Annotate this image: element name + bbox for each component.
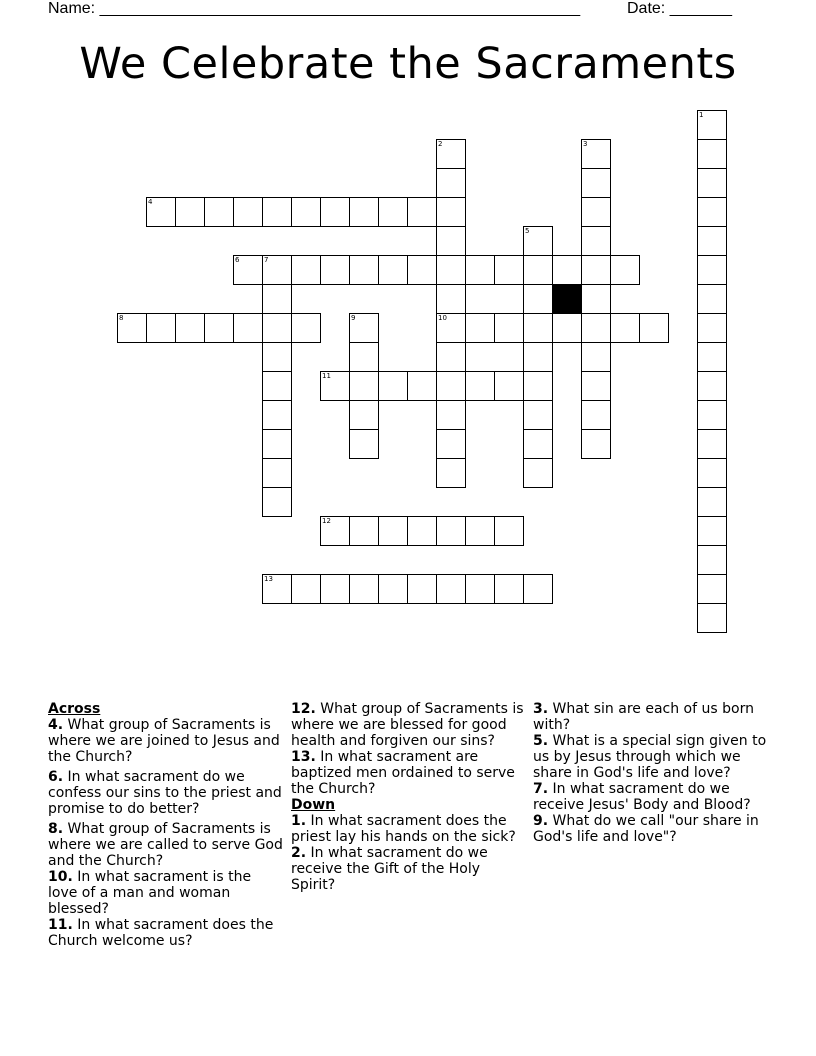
grid-cell[interactable] [320,255,350,285]
grid-cell[interactable] [697,226,727,256]
clue-text: What group of Sacraments is where we are called to serve God and the Church? [48,821,283,869]
grid-cell[interactable] [378,574,408,604]
grid-cell[interactable] [465,313,495,343]
grid-cell[interactable] [697,168,727,198]
grid-cell-number: 3 [583,140,588,148]
grid-cell[interactable] [204,197,234,227]
clue-number: 1. [291,813,307,829]
grid-cell[interactable] [378,516,408,546]
clue-text: What group of Sacraments is where we are joined to Jesus and the Church? [48,717,280,765]
grid-cell[interactable] [407,574,437,604]
grid-cell[interactable] [523,400,553,430]
grid-cell[interactable] [494,255,524,285]
clue-text: In what sacrament do we confess our sins to the priest and promise to do better? [48,769,282,817]
grid-cell[interactable] [349,371,379,401]
clue-number: 11. [48,917,73,933]
clue-number: 4. [48,717,64,733]
grid-cell[interactable] [697,313,727,343]
grid-cell[interactable] [291,255,321,285]
grid-cell[interactable] [697,284,727,314]
grid-cell[interactable] [697,603,727,633]
grid-cell[interactable] [697,458,727,488]
clue-number: 9. [533,813,549,829]
grid-cell[interactable] [349,342,379,372]
grid-cell[interactable] [262,487,292,517]
grid-cell[interactable] [262,342,292,372]
grid-cell[interactable] [175,313,205,343]
grid-cell[interactable] [465,371,495,401]
grid-cell[interactable] [523,284,553,314]
grid-cell[interactable] [581,255,611,285]
grid-cell[interactable] [233,197,263,227]
clue-down-7 [533,781,769,813]
clue-number: 2. [291,845,307,861]
grid-cell[interactable] [552,313,582,343]
grid-cell[interactable] [291,313,321,343]
grid-cell-number: 1 [699,111,704,119]
grid-cell[interactable] [378,197,408,227]
grid-cell[interactable] [320,197,350,227]
grid-cell[interactable] [146,313,176,343]
grid-cell[interactable] [697,139,727,169]
across-heading: Across [48,701,101,717]
clue-across-6 [48,769,284,817]
grid-cell[interactable] [581,139,611,169]
grid-cell[interactable] [436,284,466,314]
grid-cell[interactable] [320,516,350,546]
grid-cell[interactable] [436,313,466,343]
clue-number: 13. [291,749,316,765]
grid-cell[interactable] [523,429,553,459]
grid-cell[interactable] [697,400,727,430]
grid-cell[interactable] [204,313,234,343]
grid-cell[interactable] [523,255,553,285]
clue-across-10 [48,869,284,917]
grid-cell-number: 5 [525,227,530,235]
grid-cell[interactable] [349,313,379,343]
grid-cell[interactable] [581,371,611,401]
grid-cell[interactable] [436,139,466,169]
grid-cell-number: 10 [438,314,447,322]
grid-cell[interactable] [494,371,524,401]
grid-cell[interactable] [146,197,176,227]
grid-cell[interactable] [697,371,727,401]
grid-cell[interactable] [523,371,553,401]
clue-text: What do we call "our share in God's life and love"? [533,813,759,845]
grid-cell[interactable] [378,371,408,401]
grid-cell[interactable] [349,429,379,459]
clues-column-3 [533,701,769,845]
grid-cell[interactable] [465,516,495,546]
grid-cell-number: 6 [235,256,240,264]
clue-number: 10. [48,869,73,885]
clue-down-2 [291,845,527,893]
grid-cell[interactable] [349,574,379,604]
page-title: We Celebrate the Sacraments [79,39,737,89]
grid-cell[interactable] [436,400,466,430]
grid-cell[interactable] [581,226,611,256]
grid-cell[interactable] [581,429,611,459]
clue-text: In what sacrament is the love of a man and woman blessed? [48,869,252,917]
clues-column-2 [291,701,527,893]
name-field-label: Name: ______________________________________________________ [48,0,581,17]
grid-cell[interactable] [581,168,611,198]
grid-cell-number: 2 [438,140,443,148]
grid-cell[interactable] [262,371,292,401]
grid-cell[interactable] [262,458,292,488]
grid-cell[interactable] [291,197,321,227]
grid-black-cell [552,284,582,314]
grid-cell-number: 13 [264,575,273,583]
clue-down-5 [533,733,769,781]
grid-cell[interactable] [262,429,292,459]
clue-number: 12. [291,701,316,717]
grid-cell-number: 7 [264,256,269,264]
grid-cell[interactable] [262,313,292,343]
grid-cell[interactable] [465,255,495,285]
clue-down-3 [533,701,769,733]
grid-cell[interactable] [639,313,669,343]
clue-text: In what sacrament does the priest lay his hands on the sick? [291,813,516,845]
grid-cell[interactable] [581,284,611,314]
grid-cell[interactable] [233,255,263,285]
grid-cell[interactable] [436,342,466,372]
grid-cell[interactable] [523,313,553,343]
grid-cell[interactable] [697,574,727,604]
grid-cell[interactable] [262,574,292,604]
grid-cell[interactable] [262,197,292,227]
clue-across-11 [48,917,284,949]
grid-cell[interactable] [349,516,379,546]
grid-cell[interactable] [233,313,263,343]
grid-cell-number: 8 [119,314,124,322]
grid-cell[interactable] [320,371,350,401]
grid-cell[interactable] [407,197,437,227]
clue-across-4 [48,717,284,765]
clue-text: What is a special sign given to us by Jesus through which we share in God's life and love? [533,733,767,781]
grid-cell[interactable] [697,545,727,575]
grid-cell[interactable] [697,487,727,517]
grid-cell[interactable] [436,168,466,198]
grid-cell[interactable] [523,574,553,604]
clue-down-9 [533,813,769,845]
clue-number: 7. [533,781,549,797]
grid-cell[interactable] [175,197,205,227]
grid-cell[interactable] [436,255,466,285]
grid-cell[interactable] [262,400,292,430]
grid-cell[interactable] [581,313,611,343]
grid-cell[interactable] [494,516,524,546]
grid-cell[interactable] [523,226,553,256]
clue-across-12 [291,701,527,749]
grid-cell[interactable] [349,400,379,430]
clue-across-13 [291,749,527,797]
grid-cell-number: 9 [351,314,356,322]
grid-cell[interactable] [436,197,466,227]
clue-text: In what sacrament do we receive the Gift of the Holy Spirit? [291,845,488,893]
grid-cell[interactable] [523,458,553,488]
grid-cell[interactable] [552,255,582,285]
grid-cell[interactable] [697,197,727,227]
grid-cell[interactable] [436,458,466,488]
grid-cell[interactable] [349,255,379,285]
clue-number: 8. [48,821,64,837]
grid-cell[interactable] [407,255,437,285]
clue-text: In what sacrament are baptized men ordained to serve the Church? [291,749,515,797]
clue-number: 5. [533,733,549,749]
grid-cell[interactable] [697,429,727,459]
grid-cell[interactable] [697,342,727,372]
clues-column-1 [48,701,284,949]
clue-across-8 [48,821,284,869]
down-heading: Down [291,797,336,813]
grid-cell[interactable] [697,255,727,285]
clue-text: What sin are each of us born with? [533,701,754,733]
grid-cell[interactable] [581,197,611,227]
clue-down-1 [291,813,527,845]
grid-cell[interactable] [436,574,466,604]
grid-cell[interactable] [436,429,466,459]
grid-cell-number: 11 [322,372,331,380]
grid-cell[interactable] [697,110,727,140]
grid-cell[interactable] [436,371,466,401]
grid-cell[interactable] [349,197,379,227]
grid-cell[interactable] [523,342,553,372]
date-field-label: Date: _______ [627,0,732,17]
grid-cell[interactable] [262,255,292,285]
grid-cell[interactable] [436,226,466,256]
grid-cell[interactable] [262,284,292,314]
grid-cell[interactable] [117,313,147,343]
grid-cell-number: 4 [148,198,153,206]
clue-text: What group of Sacraments is where we are blessed for good health and forgiven our sins? [291,701,524,749]
grid-cell[interactable] [697,516,727,546]
clue-number: 3. [533,701,549,717]
grid-cell[interactable] [436,516,466,546]
grid-cell-number: 12 [322,517,331,525]
grid-cell[interactable] [610,313,640,343]
clue-text: In what sacrament does the Church welcome us? [48,917,274,949]
grid-cell[interactable] [494,574,524,604]
grid-cell[interactable] [407,371,437,401]
clue-text: In what sacrament do we receive Jesus' Body and Blood? [533,781,751,813]
grid-cell[interactable] [465,574,495,604]
grid-cell[interactable] [320,574,350,604]
grid-cell[interactable] [291,574,321,604]
grid-cell[interactable] [378,255,408,285]
grid-cell[interactable] [407,516,437,546]
clue-number: 6. [48,769,64,785]
grid-cell[interactable] [581,342,611,372]
grid-cell[interactable] [610,255,640,285]
grid-cell[interactable] [494,313,524,343]
grid-cell[interactable] [581,400,611,430]
